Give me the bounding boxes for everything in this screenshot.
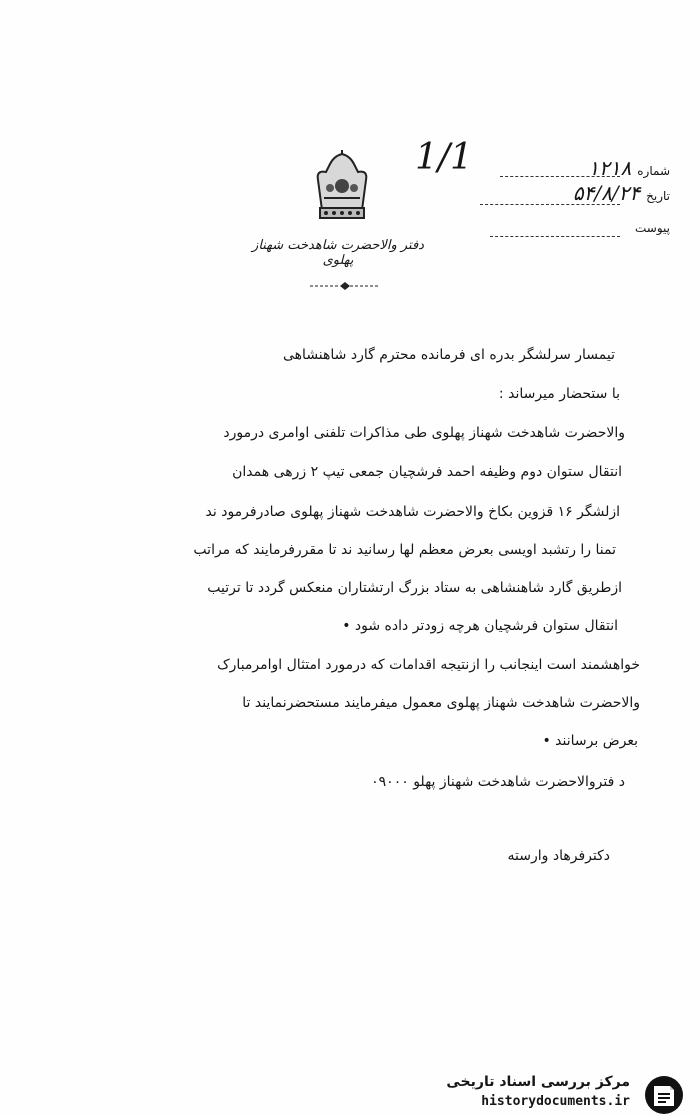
date-label: تاریخ bbox=[646, 189, 670, 203]
date-underline bbox=[480, 204, 620, 205]
letter-salutation: با ستحضار میرساند : bbox=[498, 386, 620, 402]
letter-line: انتقال ستوان دوم وظیفه احمد فرشچیان جمعی تیپ ۲ زرهی همدان bbox=[232, 464, 622, 480]
letter-line: والاحضرت شاهدخت شهناز پهلوی معمول میفرمایند مستحضرنمایند تا bbox=[242, 695, 640, 711]
letter-reference: د فتروالاحضرت شاهدخت شهناز پهلو ۰۹۰۰۰ bbox=[371, 774, 625, 790]
document-archive-logo-icon bbox=[640, 1074, 688, 1116]
letter-line: تمنا را رتشبد اویسی بعرض معظم لها رسانید ند تا مقررفرمایند که مراتب bbox=[193, 542, 616, 558]
margin-mark: 1/1 bbox=[415, 137, 473, 178]
archive-watermark bbox=[400, 1074, 690, 1114]
letter-line: والاحضرت شاهدخت شهناز پهلوی طی مذاکرات تلفنی اوامری درمورد bbox=[223, 425, 625, 441]
attachment-underline bbox=[490, 236, 620, 237]
watermark-url: historydocuments.ir bbox=[481, 1094, 630, 1109]
office-title: دفتر والاحضرت شاهدخت شهناز پهلوی bbox=[252, 238, 424, 268]
crown-emblem-icon bbox=[302, 150, 382, 230]
letter-line: ازطریق گارد شاهنشاهی به ستاد بزرگ ارتشتاران منعکس گردد تا ترتیب bbox=[207, 580, 622, 596]
letter-line: بعرض برسانند • bbox=[542, 733, 638, 749]
number-label: شماره bbox=[637, 164, 670, 178]
letter-recipient: تیمسار سرلشگر بدره ای فرمانده محترم گارد شاهنشاهی bbox=[283, 347, 615, 363]
watermark-title: مرکز بررسی اسناد تاریخی bbox=[446, 1074, 630, 1090]
attachment-label: پیوست bbox=[635, 221, 670, 235]
number-value: ۱۲۱۸ bbox=[588, 156, 632, 180]
date-row bbox=[573, 181, 670, 205]
letter-line: ازلشگر ۱۶ قزوین بکاخ والاحضرت شاهدخت شهناز پهلوی صادرفرمود ند bbox=[205, 504, 620, 520]
attachment-row bbox=[635, 221, 670, 235]
letter-line: خواهشمند است اینجانب را ازنتیجه اقدامات که درمورد امتثال اوامرمبارک bbox=[217, 657, 640, 673]
date-value: ۵۴/۸/۲۴ bbox=[572, 181, 641, 205]
letter-line: انتقال ستوان فرشچیان هرچه زودتر داده شود • bbox=[342, 618, 618, 634]
number-underline bbox=[500, 176, 620, 177]
ornament-divider-icon bbox=[310, 281, 380, 291]
letter-signature: دکترفرهاد وارسته bbox=[507, 848, 610, 864]
letter-metadata bbox=[430, 148, 670, 243]
